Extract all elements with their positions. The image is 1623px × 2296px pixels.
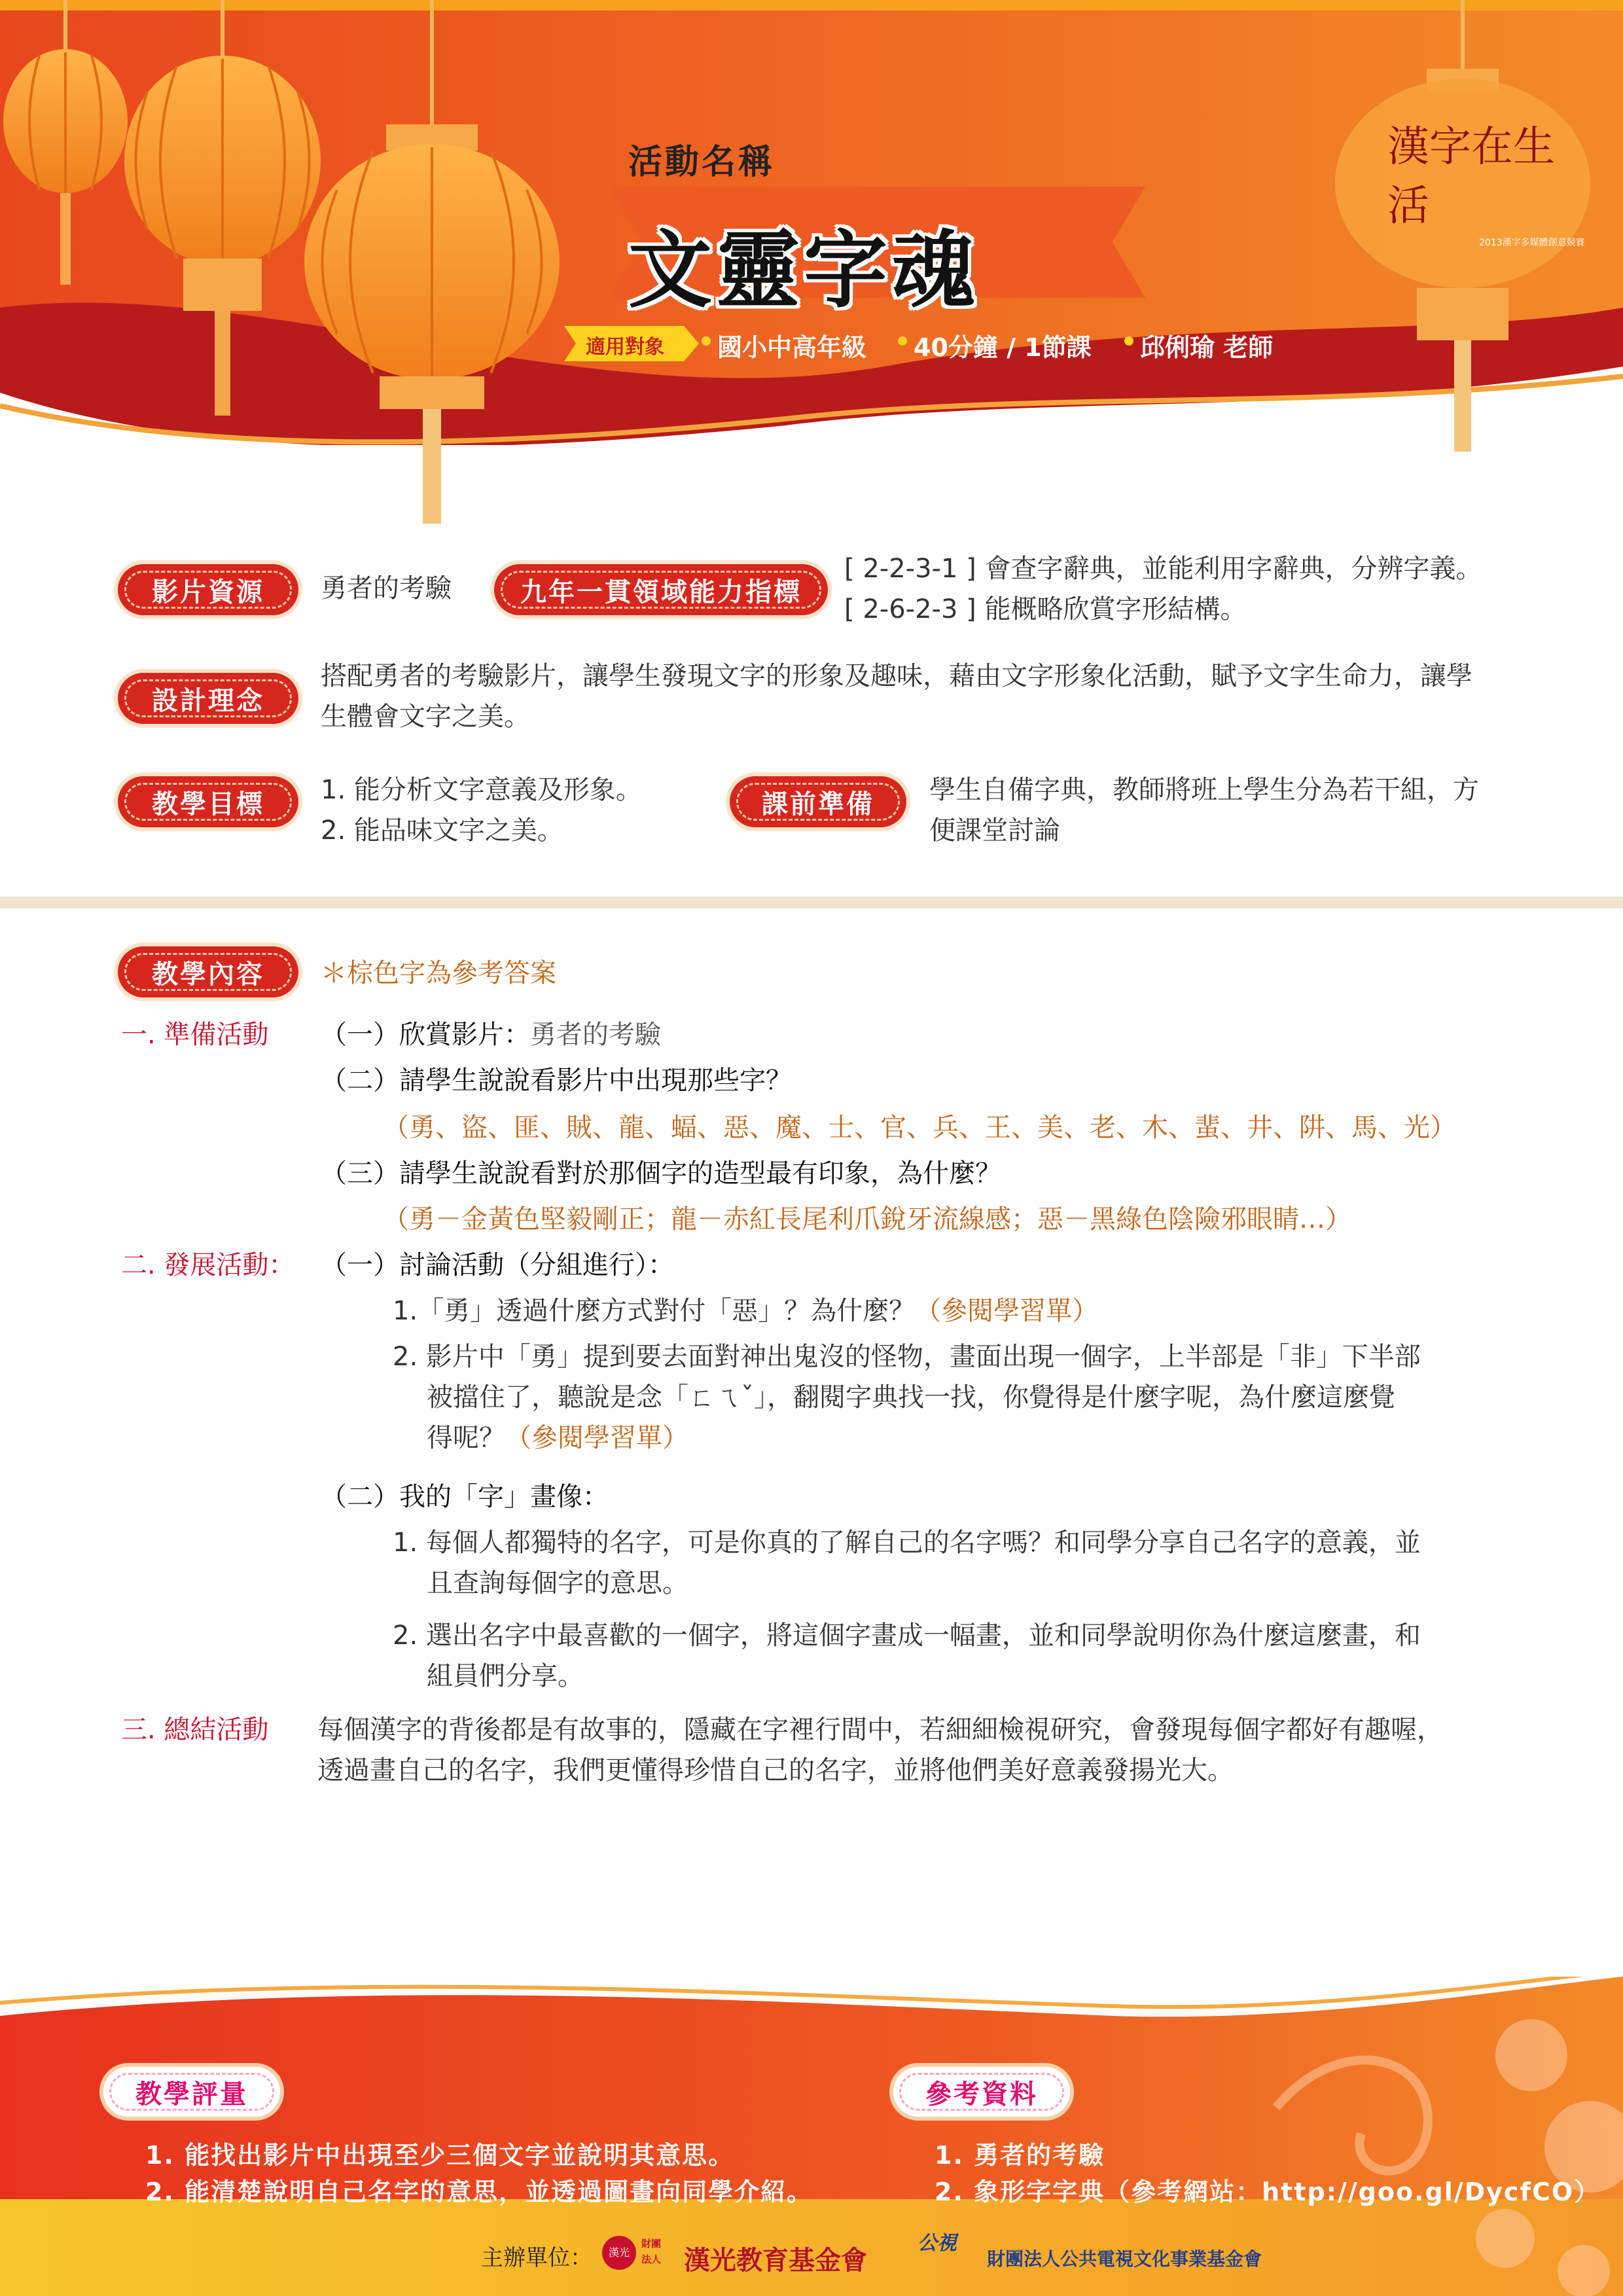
s1-item-a-prefix: （一）欣賞影片： bbox=[321, 1020, 530, 1050]
prep-line: 便課堂討論 bbox=[929, 816, 1060, 846]
host-hanguang: 漢光教育基金會 bbox=[684, 2246, 867, 2276]
hanguang-org-tag: 財團法人 bbox=[641, 2238, 662, 2265]
s1-item-b: （二）請學生說說看影片中出現那些字？ bbox=[321, 1066, 792, 1096]
s2-item-a2-answer: （參閱學習單） bbox=[505, 1423, 688, 1453]
s1-item-c-answer: （勇－金黃色堅毅剛正；龍－赤紅長尾利爪銳牙流線感；惡－黑綠色陰險邪眼睛…） bbox=[383, 1204, 1351, 1234]
answer-note: ＊棕色字為參考答案 bbox=[321, 958, 556, 988]
goal-item: 2. 能品味文字之美。 bbox=[321, 816, 563, 846]
activity-name-label: 活動名稱 bbox=[628, 143, 776, 182]
pts-logo: 公視 bbox=[918, 2232, 957, 2255]
evaluation-item: 2. 能清楚說明自己名字的意思，並透過圖畫向同學介紹。 bbox=[145, 2178, 813, 2206]
s2-item-a2-line: 被擋住了，聽說是念「ㄈㄟˇ」，翻閱字典找一找，你覺得是什麼字呢，為什麼這麼覺 bbox=[427, 1382, 1395, 1412]
s2-item-a2 bbox=[393, 1336, 1421, 1458]
s2-item-a2-line: 得呢？ bbox=[427, 1423, 505, 1453]
s1-item-a-value: 勇者的考驗 bbox=[530, 1020, 661, 1050]
host-label: 主辦單位： bbox=[481, 2245, 592, 2271]
meta-duration: 40分鐘 / 1節課 bbox=[914, 333, 1092, 362]
s2-item-b1 bbox=[393, 1522, 1421, 1604]
s2-item-b2 bbox=[393, 1615, 1421, 1696]
s2-item-b1-line: 且查詢每個字的意思。 bbox=[427, 1568, 688, 1598]
design-line: 生體會文字之美。 bbox=[321, 702, 530, 732]
s2-item-b: （二）我的「字」畫像： bbox=[321, 1482, 609, 1512]
teaching-goal-label: 教學目標 bbox=[118, 776, 298, 827]
competency-list bbox=[844, 548, 1482, 630]
design-concept-text bbox=[321, 656, 1472, 737]
hanguang-logo: 漢光 bbox=[602, 2236, 636, 2270]
s2-item-b2-line: 組員們分享。 bbox=[427, 1661, 584, 1691]
reference-item: 2. 象形字字典（參考網站：http://goo.gl/DycfCO） bbox=[935, 2178, 1601, 2206]
target-audience-label: 適用對象 bbox=[586, 336, 664, 359]
s3-line: 透過畫自己的名字，我們更懂得珍惜自己的名字，並將他們美好意義發揚光大。 bbox=[317, 1755, 1234, 1785]
header-banner bbox=[0, 0, 1623, 524]
goal-item: 1. 能分析文字意義及形象。 bbox=[321, 775, 642, 805]
teaching-goal-list bbox=[321, 770, 642, 851]
page-title: 文靈字魂 bbox=[628, 222, 980, 319]
section-1-title: 一. 準備活動 bbox=[121, 1020, 269, 1050]
evaluation-label: 教學評量 bbox=[103, 2067, 280, 2117]
prep-line: 學生自備字典，教師將班上學生分為若干組，方 bbox=[929, 775, 1479, 805]
s2-item-a: （一）討論活動（分組進行）： bbox=[321, 1250, 674, 1280]
video-source-label: 影片資源 bbox=[118, 564, 298, 615]
s1-item-a bbox=[321, 1014, 661, 1055]
section-2-title: 二. 發展活動： bbox=[121, 1250, 295, 1280]
logo-text: 漢字在生活 bbox=[1387, 123, 1555, 230]
s1-item-b-answer: （勇、盜、匪、賊、龍、蝠、惡、魔、士、官、兵、王、美、老、木、蜚、井、阱、馬、光） bbox=[383, 1113, 1456, 1143]
design-concept-label: 設計理念 bbox=[118, 673, 298, 724]
s2-item-b2-line: 2. 選出名字中最喜歡的一個字，將這個字畫成一幅畫，並和同學說明你為什麼這麼畫，和 bbox=[393, 1621, 1421, 1651]
s3-line: 每個漢字的背後都是有故事的，隱藏在字裡行間中，若細細檢視研究，會發現每個字都好有趣喔， bbox=[317, 1715, 1443, 1745]
class-prep-text bbox=[929, 770, 1479, 851]
s2-item-a1-text: 1.「勇」透過什麼方式對付「惡」？為什麼？ bbox=[393, 1296, 916, 1326]
s2-item-a1 bbox=[393, 1291, 1098, 1331]
s1-item-c: （三）請學生說說看對於那個字的造型最有印象，為什麼？ bbox=[321, 1158, 1001, 1189]
logo-subtext: 2013漢字多媒體創意競賽 bbox=[1479, 238, 1585, 248]
section-divider bbox=[0, 897, 1623, 908]
reference-item: 1. 勇者的考驗 bbox=[935, 2141, 1105, 2170]
competency-label: 九年一貫領域能力指標 bbox=[494, 564, 828, 615]
footer-banner bbox=[0, 1977, 1623, 2296]
bullet-icon bbox=[1124, 336, 1133, 346]
teaching-content-label: 教學內容 bbox=[118, 946, 298, 997]
section-3-title: 三. 總結活動 bbox=[121, 1715, 269, 1745]
bullet-icon bbox=[898, 336, 907, 346]
meta-teacher: 邱俐瑜 老師 bbox=[1140, 333, 1274, 362]
s2-item-a2-line: 2. 影片中「勇」提到要去面對神出鬼沒的怪物，畫面出現一個字，上半部是「非」下半部 bbox=[393, 1342, 1421, 1372]
reference-label: 參考資料 bbox=[893, 2067, 1070, 2117]
competency-item: [ 2-6-2-3 ] 能概略欣賞字形結構。 bbox=[844, 594, 1247, 624]
meta-grade: 國小中高年級 bbox=[717, 333, 867, 362]
design-line: 搭配勇者的考驗影片，讓學生發現文字的形象及趣味，藉由文字形象化活動，賦予文字生命力，讓學 bbox=[321, 661, 1472, 691]
class-prep-label: 課前準備 bbox=[730, 776, 906, 827]
video-source-value: 勇者的考驗 bbox=[321, 573, 452, 603]
s2-item-a1-answer: （參閱學習單） bbox=[915, 1296, 1099, 1326]
host-pts: 財團法人公共電視文化事業基金會 bbox=[987, 2248, 1262, 2270]
evaluation-item: 1. 能找出影片中出現至少三個文字並說明其意思。 bbox=[145, 2141, 735, 2170]
bullet-icon bbox=[702, 336, 711, 346]
s2-item-b1-line: 1. 每個人都獨特的名字，可是你真的了解自己的名字嗎？和同學分享自己名字的意義，並 bbox=[393, 1528, 1421, 1558]
competency-item: [ 2-2-3-1 ] 會查字辭典，並能利用字辭典，分辨字義。 bbox=[844, 554, 1482, 584]
s3-summary bbox=[317, 1710, 1443, 1791]
competition-logo bbox=[1387, 118, 1585, 249]
